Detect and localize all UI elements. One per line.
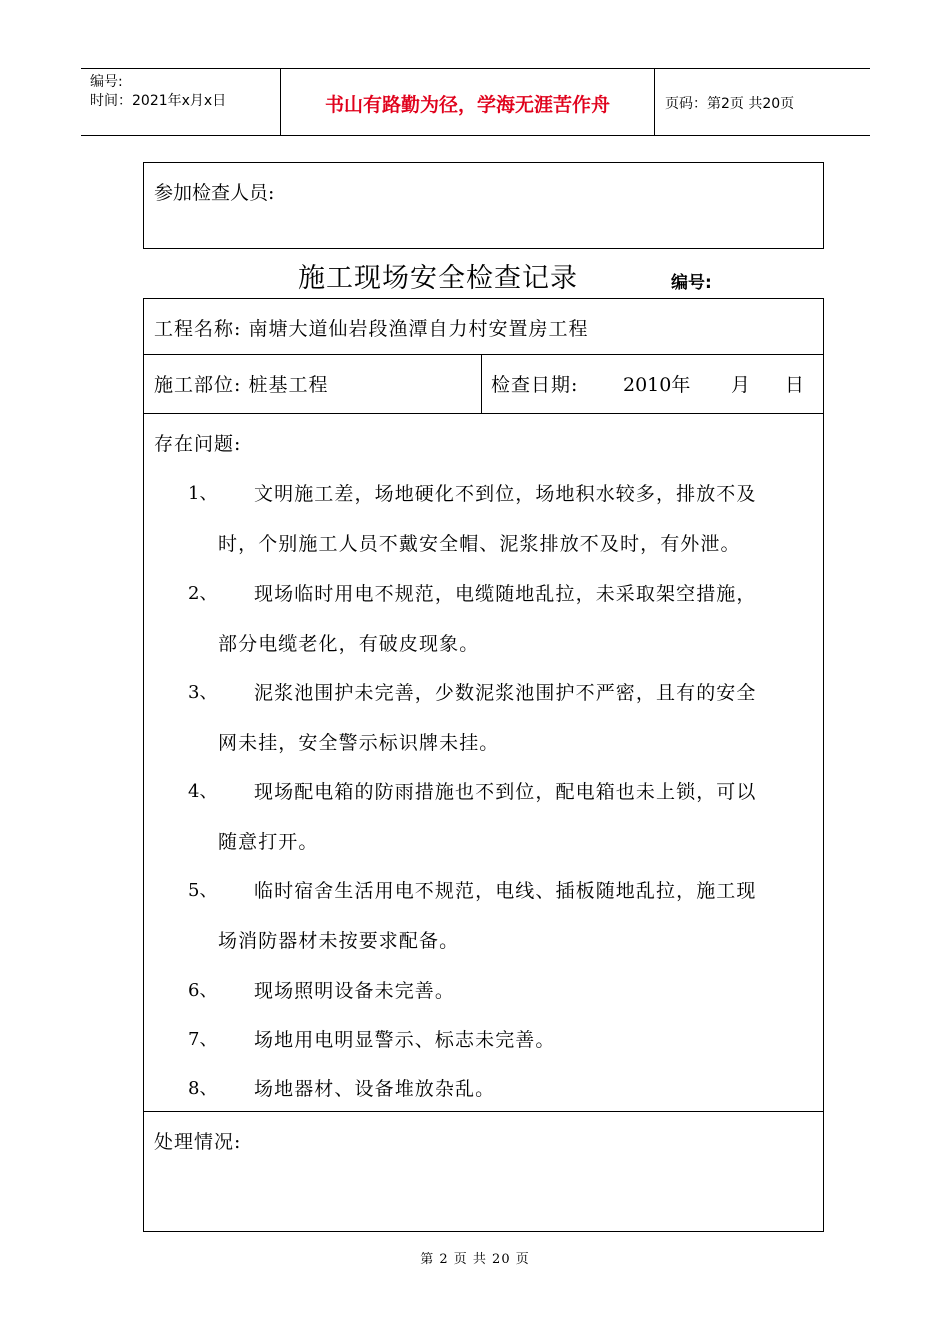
issue-text-line1: 现场临时用电不规范，电缆随地乱拉，未采取架空措施， — [254, 583, 757, 605]
issue-text-line2: 网未挂，安全警示标识牌未挂。 — [218, 732, 500, 754]
check-date-year: 2010年 — [623, 374, 691, 396]
header-meta — [81, 69, 281, 135]
issue-text-line1: 临时宿舍生活用电不规范，电线、插板随地乱拉，施工现 — [254, 880, 757, 902]
issue-number: 4、 — [188, 781, 218, 802]
issue-text-line1: 场地器材、设备堆放杂乱。 — [254, 1078, 496, 1100]
issue-text-line1: 现场照明设备未完善。 — [254, 980, 456, 1002]
check-date-cell — [482, 355, 823, 413]
project-name-row — [144, 299, 823, 355]
part-date-row — [144, 355, 823, 414]
issue-text-line2: 部分电缆老化，有破皮现象。 — [218, 633, 480, 655]
check-date-month: 月 — [731, 374, 752, 396]
issue-number: 5、 — [188, 880, 218, 901]
issue-text-line1: 泥浆池围护未完善，少数泥浆池围护不严密，且有的安全 — [254, 682, 757, 704]
check-date-day: 日 — [785, 374, 806, 396]
participants-box — [143, 162, 824, 249]
issue-text-line1: 现场配电箱的防雨措施也不到位，配电箱也未上锁，可以 — [254, 781, 757, 803]
issue-number: 7、 — [188, 1029, 218, 1050]
issue-number: 2、 — [188, 583, 218, 604]
page-header — [81, 68, 870, 136]
handling-section — [144, 1112, 823, 1231]
construction-part-cell — [144, 355, 482, 413]
issue-text-line2: 场消防器材未按要求配备。 — [218, 930, 460, 952]
issue-number: 3、 — [188, 682, 218, 703]
issue-number: 6、 — [188, 980, 218, 1001]
page-footer: 第 2 页 共 20 页 — [420, 1252, 530, 1267]
check-date-label: 检查日期: — [491, 374, 579, 396]
project-name: 工程名称: 南塘大道仙岩段渔潭自力村安置房工程 — [154, 318, 589, 340]
header-motto: 书山有路勤为径，学海无涯苦作舟 — [281, 69, 655, 135]
issues-label: 存在问题: — [154, 433, 242, 455]
header-time: 时间：2021年x月x日 — [90, 93, 227, 109]
document-title: 施工现场安全检查记录 — [298, 263, 578, 294]
document-number-label: 编号: — [671, 273, 712, 293]
issue-number: 1、 — [188, 483, 218, 504]
participants-label: 参加检查人员: — [154, 182, 275, 204]
handling-label: 处理情况: — [154, 1131, 242, 1153]
header-number-label: 编号: — [90, 74, 123, 90]
inspection-record-table — [143, 298, 824, 1232]
issue-text-line2: 随意打开。 — [218, 831, 319, 853]
issues-section — [144, 414, 823, 1112]
issue-text-line1: 场地用电明显警示、标志未完善。 — [254, 1029, 556, 1051]
construction-part: 施工部位: 桩基工程 — [154, 374, 329, 396]
issue-number: 8、 — [188, 1078, 218, 1099]
issue-text-line1: 文明施工差，场地硬化不到位，场地积水较多，排放不及 — [254, 483, 757, 505]
header-page-info: 页码：第2页 共20页 — [665, 96, 795, 112]
issue-text-line2: 时，个别施工人员不戴安全帽、泥浆排放不及时，有外泄。 — [218, 533, 741, 555]
